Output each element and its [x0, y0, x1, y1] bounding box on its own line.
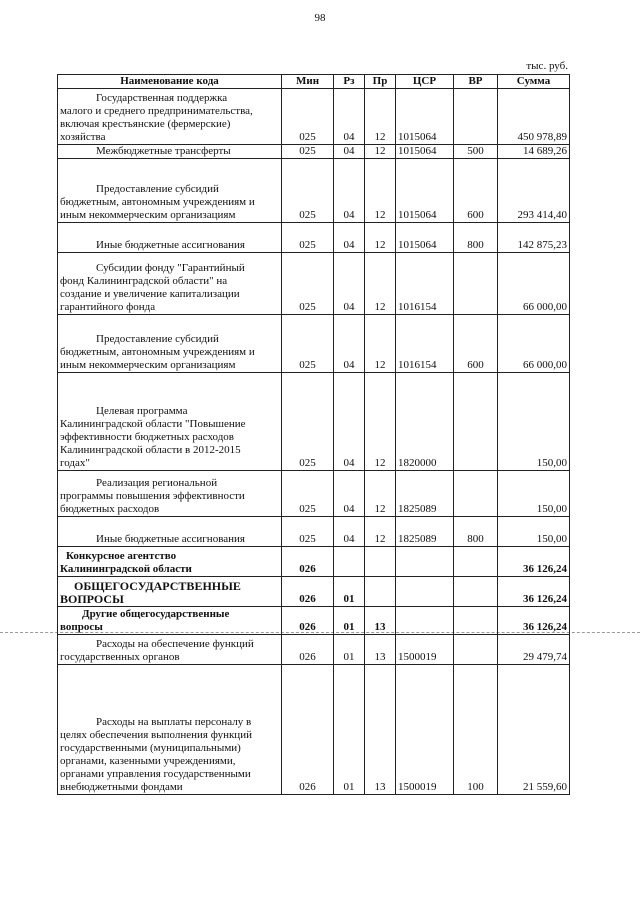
row-vr: [454, 471, 498, 517]
row-name: Иные бюджетные ассигнования: [58, 223, 282, 253]
row-sum: 66 000,00: [498, 315, 570, 373]
row-rz: 01: [334, 635, 365, 665]
page-number: 98: [314, 12, 326, 24]
row-csr: 1825089: [396, 517, 454, 547]
row-vr: [454, 89, 498, 145]
table-row: [58, 373, 570, 471]
row-csr: [396, 547, 454, 577]
row-rz: 04: [334, 315, 365, 373]
table-row: [58, 223, 570, 253]
row-sum: 29 479,74: [498, 635, 570, 665]
table-row: [58, 577, 570, 607]
row-name: Межбюджетные трансферты: [58, 145, 282, 159]
row-csr: 1015064: [396, 159, 454, 223]
row-rz: 01: [334, 577, 365, 607]
row-rz: 04: [334, 89, 365, 145]
row-rz: [334, 547, 365, 577]
header-csr: ЦСР: [396, 75, 454, 89]
row-name: ОБЩЕГОСУДАРСТВЕННЫЕ ВОПРОСЫ: [58, 577, 282, 607]
row-vr: 100: [454, 665, 498, 795]
row-csr: [396, 607, 454, 635]
table-row: [58, 665, 570, 795]
row-csr: [396, 577, 454, 607]
table-row: [58, 517, 570, 547]
row-rz: 04: [334, 373, 365, 471]
header-sum: Сумма: [498, 75, 570, 89]
row-name: Иные бюджетные ассигнования: [58, 517, 282, 547]
table-row: [58, 547, 570, 577]
row-rz: 01: [334, 665, 365, 795]
row-vr: [454, 373, 498, 471]
table-row: [58, 635, 570, 665]
row-min: 025: [282, 253, 334, 315]
row-sum: 36 126,24: [498, 547, 570, 577]
table-header-row: [58, 75, 570, 89]
row-min: 025: [282, 373, 334, 471]
row-min: 026: [282, 607, 334, 635]
row-pr: [365, 577, 396, 607]
row-pr: 12: [365, 159, 396, 223]
row-vr: [454, 253, 498, 315]
row-min: 025: [282, 145, 334, 159]
header-rz: Рз: [334, 75, 365, 89]
row-sum: 36 126,24: [498, 607, 570, 635]
row-rz: 04: [334, 159, 365, 223]
row-min: 026: [282, 547, 334, 577]
table-row: [58, 315, 570, 373]
row-vr: 600: [454, 315, 498, 373]
row-name: Другие общегосударственные вопросы: [58, 607, 282, 635]
row-sum: 150,00: [498, 517, 570, 547]
row-name: Конкурсное агентство Калининградской области: [58, 547, 282, 577]
row-csr: 1820000: [396, 373, 454, 471]
row-name: Реализация региональной программы повышения эффективности бюджетных расходов: [58, 471, 282, 517]
row-vr: 800: [454, 517, 498, 547]
row-csr: 1016154: [396, 253, 454, 315]
row-pr: 12: [365, 315, 396, 373]
row-sum: 14 689,26: [498, 145, 570, 159]
budget-table: [57, 74, 570, 795]
header-name: Наименование кода: [58, 75, 282, 89]
row-sum: 142 875,23: [498, 223, 570, 253]
row-csr: 1016154: [396, 315, 454, 373]
table-row: [58, 145, 570, 159]
row-rz: 04: [334, 223, 365, 253]
row-min: 026: [282, 665, 334, 795]
row-vr: 500: [454, 145, 498, 159]
row-sum: 450 978,89: [498, 89, 570, 145]
row-csr: 1500019: [396, 635, 454, 665]
row-csr: 1015064: [396, 145, 454, 159]
row-name: Субсидии фонду "Гарантийный фонд Калининградской области" на создание и увеличение капитализации гарантийного фонда: [58, 253, 282, 315]
row-sum: 21 559,60: [498, 665, 570, 795]
row-csr: 1500019: [396, 665, 454, 795]
row-min: 025: [282, 223, 334, 253]
row-vr: 600: [454, 159, 498, 223]
row-pr: 12: [365, 89, 396, 145]
row-rz: 01: [334, 607, 365, 635]
row-min: 026: [282, 577, 334, 607]
row-min: 025: [282, 159, 334, 223]
row-sum: 36 126,24: [498, 577, 570, 607]
row-vr: 800: [454, 223, 498, 253]
row-name: Расходы на обеспечение функций государственных органов: [58, 635, 282, 665]
row-rz: 04: [334, 517, 365, 547]
row-min: 025: [282, 315, 334, 373]
row-pr: 12: [365, 373, 396, 471]
row-rz: 04: [334, 253, 365, 315]
row-pr: [365, 547, 396, 577]
row-pr: 12: [365, 517, 396, 547]
row-pr: 13: [365, 607, 396, 635]
header-vr: ВР: [454, 75, 498, 89]
row-min: 026: [282, 635, 334, 665]
row-pr: 12: [365, 223, 396, 253]
row-min: 025: [282, 89, 334, 145]
header-pr: Пр: [365, 75, 396, 89]
table-row: [58, 159, 570, 223]
row-min: 025: [282, 471, 334, 517]
row-min: 025: [282, 517, 334, 547]
row-sum: 150,00: [498, 471, 570, 517]
table-row: [58, 607, 570, 635]
row-sum: 66 000,00: [498, 253, 570, 315]
row-vr: [454, 635, 498, 665]
row-name: Целевая программа Калининградской области "Повышение эффективности бюджетных расходов Калининградской области в 2012-2015 годах": [58, 373, 282, 471]
row-name: Предоставление субсидий бюджетным, автономным учреждениям и иным некоммерческим организациям: [58, 159, 282, 223]
row-pr: 12: [365, 145, 396, 159]
header-min: Мин: [282, 75, 334, 89]
table-row: [58, 471, 570, 517]
row-sum: 293 414,40: [498, 159, 570, 223]
row-rz: 04: [334, 471, 365, 517]
row-pr: 13: [365, 665, 396, 795]
row-vr: [454, 577, 498, 607]
row-csr: 1015064: [396, 223, 454, 253]
row-sum: 150,00: [498, 373, 570, 471]
table-row: [58, 253, 570, 315]
row-pr: 13: [365, 635, 396, 665]
row-vr: [454, 607, 498, 635]
row-pr: 12: [365, 471, 396, 517]
row-name: Предоставление субсидий бюджетным, автономным учреждениям и иным некоммерческим организациям: [58, 315, 282, 373]
row-name: Государственная поддержка малого и среднего предпринимательства, включая крестьянские (фермерские) хозяйства: [58, 89, 282, 145]
row-name: Расходы на выплаты персоналу в целях обеспечения выполнения функций государственными (муниципальными) органами, казенными учреждениями, органами управления государственными внебюджетными фондами: [58, 665, 282, 795]
units-label: тыс. руб.: [526, 60, 568, 72]
row-pr: 12: [365, 253, 396, 315]
table-row: [58, 89, 570, 145]
row-csr: 1825089: [396, 471, 454, 517]
row-vr: [454, 547, 498, 577]
row-rz: 04: [334, 145, 365, 159]
row-csr: 1015064: [396, 89, 454, 145]
